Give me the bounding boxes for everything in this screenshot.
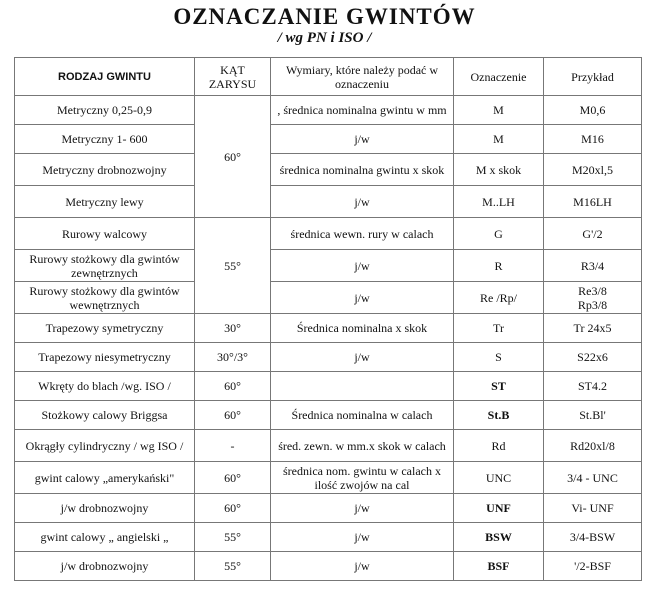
header-kat: KĄT ZARYSU [195, 58, 271, 96]
cell-rodzaj: Rurowy stożkowy dla gwintów wewnętrznych [15, 282, 195, 314]
cell-rodzaj: Metryczny lewy [15, 186, 195, 218]
cell-wymiary: j/w [271, 282, 454, 314]
cell-kat: - [195, 430, 271, 462]
cell-wymiary: Średnica nominalna x skok [271, 314, 454, 343]
cell-rodzaj: gwint calowy „amerykański" [15, 462, 195, 494]
cell-rodzaj: j/w drobnozwojny [15, 494, 195, 523]
table-row [15, 494, 642, 523]
table-row [15, 282, 642, 314]
cell-kat: 55° [195, 523, 271, 552]
cell-oznaczenie: M x skok [454, 154, 544, 186]
cell-rodzaj: Rurowy stożkowy dla gwintów zewnętrznych [15, 250, 195, 282]
cell-przyklad: S22x6 [544, 343, 642, 372]
cell-wymiary: j/w [271, 186, 454, 218]
cell-przyklad: M16 [544, 125, 642, 154]
cell-kat: 60° [195, 372, 271, 401]
table-row [15, 462, 642, 494]
cell-oznaczenie: BSF [454, 552, 544, 581]
cell-wymiary: j/w [271, 494, 454, 523]
cell-przyklad [544, 282, 642, 314]
cell-rodzaj: Metryczny drobnozwojny [15, 154, 195, 186]
cell-rodzaj: Wkręty do blach /wg. ISO / [15, 372, 195, 401]
table-row [15, 186, 642, 218]
table-row [15, 401, 642, 430]
cell-rodzaj: Metryczny 0,25-0,9 [15, 96, 195, 125]
cell-oznaczenie: S [454, 343, 544, 372]
cell-przyklad: Rd20xl/8 [544, 430, 642, 462]
cell-oznaczenie: ST [454, 372, 544, 401]
cell-oznaczenie: G [454, 218, 544, 250]
header-rodzaj: RODZAJ GWINTU [15, 58, 195, 96]
cell-wymiary: średnica nom. gwintu w calach x ilość zwojów na cal [271, 462, 454, 494]
cell-rodzaj: j/w drobnozwojny [15, 552, 195, 581]
header-oznaczenie: Oznaczenie [454, 58, 544, 96]
table-row [15, 125, 642, 154]
page-title: OZNACZANIE GWINTÓW [173, 4, 476, 29]
cell-wymiary: średnica wewn. rury w calach [271, 218, 454, 250]
cell-kat: 60° [195, 494, 271, 523]
cell-wymiary: , średnica nominalna gwintu w mm [271, 96, 454, 125]
cell-oznaczenie: M [454, 96, 544, 125]
cell-rodzaj: Stożkowy calowy Briggsa [15, 401, 195, 430]
cell-przyklad: M16LH [544, 186, 642, 218]
cell-przyklad: R3/4 [544, 250, 642, 282]
cell-rodzaj: Trapezowy symetryczny [15, 314, 195, 343]
cell-oznaczenie: UNF [454, 494, 544, 523]
table-row [15, 552, 642, 581]
cell-wymiary: j/w [271, 552, 454, 581]
cell-oznaczenie: Tr [454, 314, 544, 343]
header-wymiary: Wymiary, które należy podać w oznaczeniu [271, 58, 454, 96]
cell-przyklad: ST4.2 [544, 372, 642, 401]
table-row [15, 96, 642, 125]
cell-kat-pipe: 55° [195, 218, 271, 314]
cell-przyklad: St.Bl' [544, 401, 642, 430]
cell-przyklad: 3/4-BSW [544, 523, 642, 552]
cell-przyklad: Tr 24x5 [544, 314, 642, 343]
cell-kat: 55° [195, 552, 271, 581]
table-row [15, 430, 642, 462]
cell-kat: 60° [195, 462, 271, 494]
cell-rodzaj: gwint calowy „ angielski „ [15, 523, 195, 552]
header-przyklad: Przykład [544, 58, 642, 96]
table-row [15, 372, 642, 401]
cell-wymiary: j/w [271, 523, 454, 552]
table-row [15, 250, 642, 282]
cell-oznaczenie: Rd [454, 430, 544, 462]
cell-oznaczenie: UNC [454, 462, 544, 494]
cell-rodzaj: Okrągły cylindryczny / wg ISO / [15, 430, 195, 462]
cell-wymiary: j/w [271, 125, 454, 154]
table-row [15, 154, 642, 186]
przyklad-line: Re3/8 [578, 283, 607, 298]
cell-przyklad: Vi- UNF [544, 494, 642, 523]
cell-oznaczenie: Re /Rp/ [454, 282, 544, 314]
cell-wymiary: Średnica nominalna w calach [271, 401, 454, 430]
cell-przyklad: M0,6 [544, 96, 642, 125]
page-subtitle: / wg PN i ISO / [277, 30, 372, 46]
thread-table [14, 57, 642, 581]
cell-oznaczenie: R [454, 250, 544, 282]
cell-przyklad: M20xl,5 [544, 154, 642, 186]
cell-wymiary: śred. zewn. w mm.x skok w calach [271, 430, 454, 462]
cell-wymiary: j/w [271, 250, 454, 282]
cell-oznaczenie: St.B [454, 401, 544, 430]
table-row [15, 218, 642, 250]
cell-przyklad: 3/4 - UNC [544, 462, 642, 494]
cell-rodzaj: Metryczny 1- 600 [15, 125, 195, 154]
cell-przyklad: '/2-BSF [544, 552, 642, 581]
table-row [15, 314, 642, 343]
cell-przyklad: G'/2 [544, 218, 642, 250]
cell-oznaczenie: M [454, 125, 544, 154]
cell-kat: 30° [195, 314, 271, 343]
cell-rodzaj: Trapezowy niesymetryczny [15, 343, 195, 372]
cell-kat: 60° [195, 401, 271, 430]
przyklad-line: Rp3/8 [577, 297, 608, 312]
cell-kat-metric: 60° [195, 96, 271, 218]
cell-oznaczenie: M..LH [454, 186, 544, 218]
cell-kat: 30°/3° [195, 343, 271, 372]
header-row [15, 58, 642, 96]
cell-rodzaj: Rurowy walcowy [15, 218, 195, 250]
cell-wymiary: średnica nominalna gwintu x skok [271, 154, 454, 186]
cell-wymiary: j/w [271, 343, 454, 372]
table-row [15, 343, 642, 372]
table-row [15, 523, 642, 552]
cell-wymiary [271, 372, 454, 401]
cell-oznaczenie: BSW [454, 523, 544, 552]
